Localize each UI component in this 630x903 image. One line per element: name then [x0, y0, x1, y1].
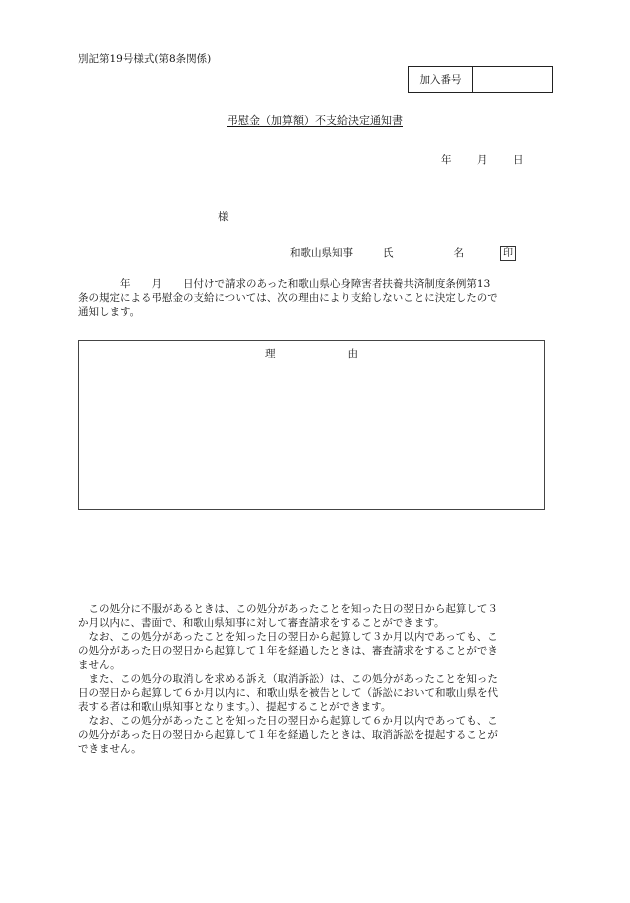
appeal-notice — [78, 602, 550, 756]
notice-line: の処分があった日の翌日から起算して１年を経過したときは、取消訴訟を提起することが — [78, 729, 498, 741]
notice-line: なお、この処分があったことを知った日の翌日から起算して６か月以内であっても、こ — [78, 715, 498, 727]
form-id: 別記第19号様式(第8条関係) — [78, 53, 212, 65]
reason-box — [78, 340, 545, 510]
notice-line: ません。 — [78, 659, 121, 671]
notice-line: 表する者は和歌山県知事となります。）、提起することができます。 — [78, 701, 392, 713]
issuer-mei: 名 — [453, 247, 464, 259]
enrollment-number-label: 加入番号 — [409, 67, 473, 92]
body-line: 条の規定による弔慰金の支給については、次の理由により支給しないことに決定したので — [78, 292, 498, 304]
issuer-org: 和歌山県知事 — [290, 247, 353, 259]
addressee: 様 — [218, 211, 229, 223]
notice-line: また、この処分の取消しを求める訴え（取消訴訟）は、この処分があったことを知った — [78, 673, 498, 685]
date-day: 日 — [513, 154, 524, 166]
body-paragraph — [78, 277, 550, 319]
date-year: 年 — [441, 154, 452, 166]
issuer-line — [290, 245, 516, 261]
reason-heading: 理 由 — [265, 348, 358, 360]
seal-mark: 印 — [500, 246, 516, 261]
body-line: 通知します。 — [78, 306, 141, 318]
date-month: 月 — [477, 154, 488, 166]
notice-line: の処分があった日の翌日から起算して１年を経過したときは、審査請求をすることができ — [78, 645, 498, 657]
enrollment-number-box — [408, 66, 553, 93]
notice-line: なお、この処分があったことを知った日の翌日から起算して３か月以内であっても、こ — [78, 631, 498, 643]
issuer-shi: 氏 — [383, 247, 394, 259]
notice-line: か月以内に、書面で、和歌山県知事に対して審査請求をすることができます。 — [78, 617, 445, 629]
notice-line: この処分に不服があるときは、この処分があったことを知った日の翌日から起算して３ — [78, 603, 498, 615]
enrollment-number-field[interactable] — [473, 67, 552, 92]
notice-line: できません。 — [78, 743, 142, 755]
issue-date — [441, 152, 524, 167]
document-title: 弔慰金（加算額）不支給決定通知書 — [227, 114, 403, 127]
body-line: 年 月 日付けで請求のあった和歌山県心身障害者扶養共済制度条例第13 — [78, 278, 491, 290]
notice-line: 日の翌日から起算して６か月以内に、和歌山県を被告として（訴訟において和歌山県を代 — [78, 687, 498, 699]
